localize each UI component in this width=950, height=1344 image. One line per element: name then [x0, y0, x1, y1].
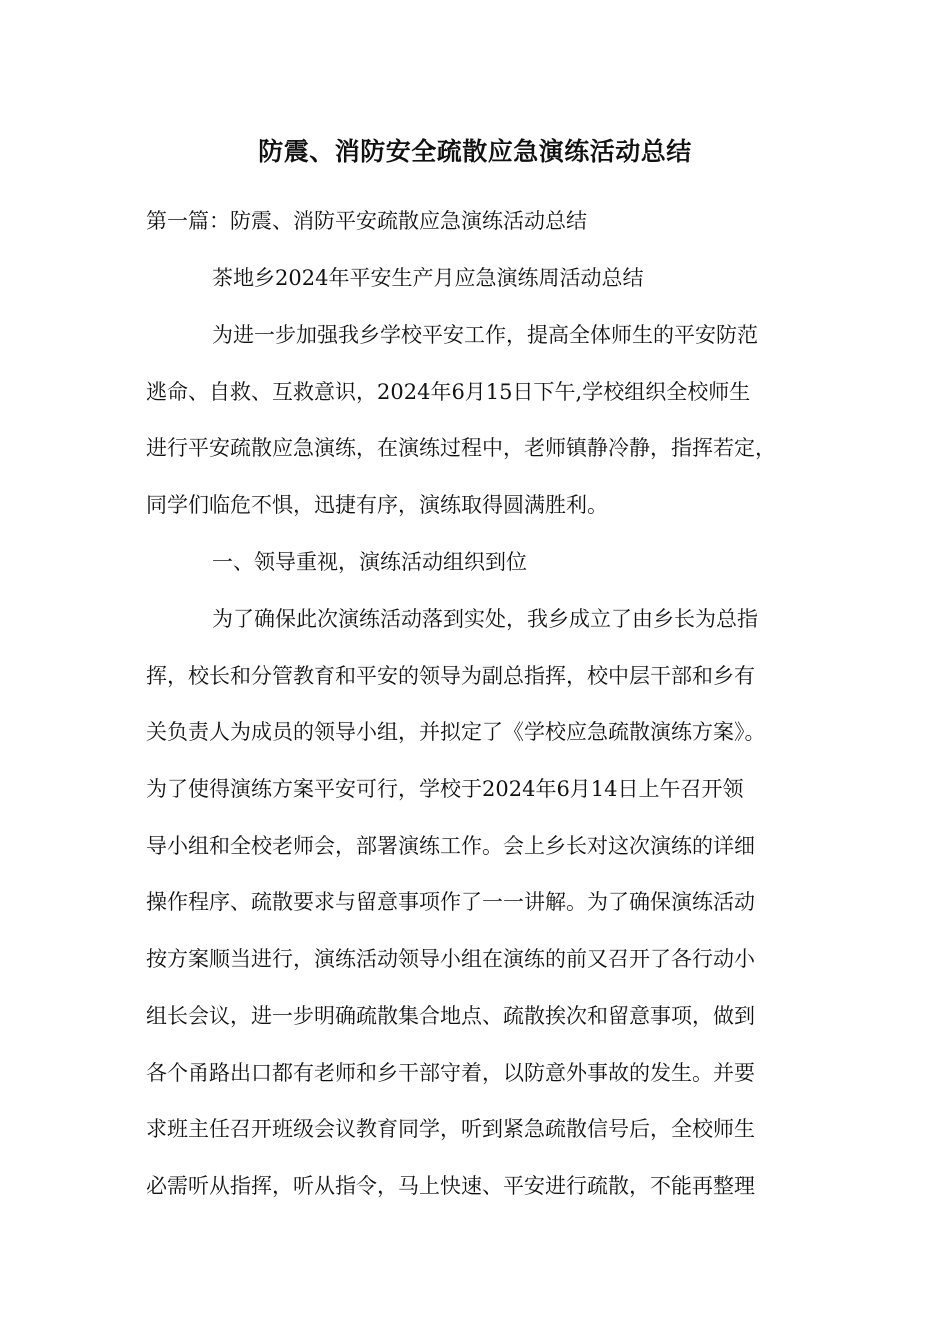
paragraph-line: 为了确保此次演练活动落到实处，我乡成立了由乡长为总指 — [212, 607, 758, 631]
paragraph-line: 关负责人为成员的领导小组，并拟定了《学校应急疏散演练方案》。 — [146, 720, 766, 745]
paragraph-line: 进行平安疏散应急演练，在演练过程中，老师镇静冷静，指挥若定， — [146, 436, 776, 461]
subtitle: 茶地乡2024年平安生产月应急演练周活动总结 — [212, 266, 644, 290]
paragraph-line: 组长会议，进一步明确疏散集合地点、疏散挨次和留意事项，做到 — [146, 1003, 755, 1028]
paragraph-line: 导小组和全校老师会，部署演练工作。会上乡长对这次演练的详细 — [146, 833, 755, 858]
document-title: 防震、消防安全疏散应急演练活动总结 — [258, 137, 692, 166]
section-heading: 第一篇：防震、消防平安疏散应急演练活动总结 — [146, 209, 587, 233]
paragraph-line: 为了使得演练方案平安可行，学校于2024年6月14日上午召开领 — [146, 777, 744, 802]
paragraph-line: 同学们临危不惧，迅捷有序，演练取得圆满胜利。 — [146, 493, 608, 518]
paragraph-line: 各个甬路出口都有老师和乡干部守着，以防意外事故的发生。并要 — [146, 1060, 755, 1085]
paragraph-line: 求班主任召开班级会议教育同学，听到紧急疏散信号后，全校师生 — [146, 1117, 755, 1142]
paragraph-line: 为进一步加强我乡学校平安工作，提高全体师生的平安防范 — [212, 323, 758, 347]
paragraph-2 — [146, 591, 826, 1215]
section-heading-1: 一、领导重视，演练活动组织到位 — [212, 550, 527, 574]
paragraph-1 — [146, 307, 826, 534]
paragraph-line: 操作程序、疏散要求与留意事项作了一一讲解。为了确保演练活动 — [146, 890, 755, 915]
paragraph-line: 逃命、自救、互救意识，2024年6月15日下午,学校组织全校师生 — [146, 379, 751, 404]
paragraph-line: 按方案顺当进行，演练活动领导小组在演练的前又召开了各行动小 — [146, 947, 755, 972]
paragraph-line: 必需听从指挥，听从指令，马上快速、平安进行疏散，不能再整理 — [146, 1173, 755, 1198]
paragraph-line: 挥，校长和分管教育和平安的领导为副总指挥，校中层干部和乡有 — [146, 663, 755, 688]
